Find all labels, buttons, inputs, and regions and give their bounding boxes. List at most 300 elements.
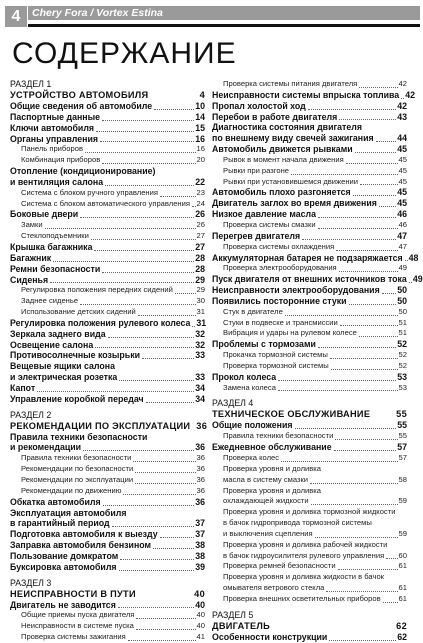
toc-entry: [10, 123, 205, 134]
toc-subentry: [212, 177, 407, 188]
toc-page-number: 40: [196, 610, 205, 620]
toc-entry: [10, 340, 205, 351]
dot-leader: [318, 217, 396, 218]
toc-entry-title: Багажник: [10, 252, 52, 263]
dot-leader: [379, 206, 396, 207]
dot-leader: [315, 537, 398, 538]
toc-entry-title: Обкатка автомобиля: [10, 496, 101, 507]
toc-entry: [10, 209, 205, 220]
toc-entry-title: Проверка ремней безопасности: [223, 561, 336, 571]
toc-entry-title: РАЗДЕЛ 4: [212, 398, 254, 409]
toc-page-number: 45: [397, 144, 407, 155]
toc-page-number: 51: [398, 317, 407, 327]
toc-page-number: 38: [195, 540, 205, 551]
toc-page-number: 28: [195, 263, 205, 274]
toc-entry-title: Ремни безопасности: [10, 263, 101, 274]
toc-subentry: [10, 307, 205, 318]
dot-leader: [278, 380, 396, 381]
toc-entry-title: Сиденья: [10, 274, 49, 285]
toc-entry-title: Заднее сиденье: [21, 296, 79, 306]
toc-subentry: [212, 328, 407, 339]
toc-column-left: [10, 79, 208, 643]
toc-subentry: [10, 296, 205, 307]
toc-entry-title: РАЗДЕЛ 5: [212, 609, 254, 620]
toc-entry-title: Боковые двери: [10, 209, 79, 220]
toc-page-number: 28: [195, 252, 205, 263]
toc-entry-title: Вещевые ящики салона: [10, 361, 115, 372]
dot-leader: [91, 239, 196, 240]
header-rule: [28, 24, 420, 27]
toc-entry-title: Проверка уровня и доливка: [223, 463, 321, 473]
toc-entry: [212, 187, 407, 198]
dot-leader: [108, 337, 195, 338]
toc-subentry: [212, 507, 407, 518]
toc-page-number: 40: [195, 599, 205, 610]
toc-entry-title: Проверка системы зажигания: [21, 632, 126, 642]
toc-entry: [10, 518, 205, 529]
toc-entry-title: Ключи автомобиля: [10, 122, 95, 133]
dot-leader: [383, 602, 398, 603]
toc-entry-continued: [10, 166, 205, 177]
toc-page-number: 52: [397, 339, 407, 350]
toc-entry-continued: [10, 432, 205, 443]
toc-page-number: 29: [195, 274, 205, 285]
toc-page-number: 48: [408, 252, 419, 263]
section-title: [212, 621, 407, 632]
dot-leader: [95, 347, 194, 348]
dot-leader: [405, 260, 408, 261]
dot-leader: [281, 461, 398, 462]
toc-subentry: [212, 307, 407, 318]
toc-entry: [10, 600, 205, 611]
toc-subentry: [10, 188, 205, 199]
toc-page-number: 36: [196, 464, 205, 474]
toc-page-number: 42: [397, 100, 407, 111]
toc-subentry: [10, 285, 205, 296]
toc-entry-title: Органы управления: [10, 133, 99, 144]
toc-entry: [212, 112, 407, 123]
dot-leader: [103, 505, 195, 506]
toc-entry-title: Управление коробкой передач: [10, 393, 144, 404]
dot-leader: [80, 217, 194, 218]
toc-page-number: 42: [398, 79, 407, 88]
dot-leader: [142, 358, 194, 359]
toc-entry-continued: [10, 361, 205, 372]
toc-page-number: 20: [196, 155, 205, 165]
toc-subentry: [212, 361, 407, 372]
dot-leader: [340, 325, 398, 326]
toc-page-number: 23: [196, 187, 205, 197]
toc-page-number: 14: [195, 111, 205, 122]
toc-entry: [212, 296, 407, 307]
dot-leader: [336, 250, 397, 251]
toc-entry-title: Проверка системы питания двигателя: [223, 79, 358, 88]
toc-subentry: [10, 632, 205, 643]
toc-page-number: 52: [398, 360, 407, 370]
toc-page-number: 30: [196, 296, 205, 306]
toc-entry: [212, 420, 407, 431]
toc-page-number: 55: [398, 431, 407, 441]
dot-leader: [318, 228, 398, 229]
toc-subentry: [212, 561, 407, 572]
section-label: [10, 79, 205, 90]
toc-entry-title: Проверка уровня и доливка жидкости в бачок: [223, 572, 384, 582]
toc-entry-title: Неисправности в системе пуска: [21, 621, 134, 631]
toc-page-number: 29: [196, 285, 205, 295]
toc-page-number: 34: [195, 393, 205, 404]
toc-page-number: 16: [196, 144, 205, 154]
dot-leader: [136, 629, 196, 630]
dot-leader: [339, 119, 396, 120]
dot-leader: [329, 640, 396, 641]
toc-subentry: [212, 155, 407, 166]
toc-entry-title: Рывки при установившемся движении: [223, 176, 359, 186]
toc-entry: [212, 252, 419, 264]
toc-entry: [10, 383, 205, 394]
toc-subentry: [212, 318, 407, 329]
toc-page-number: 44: [397, 133, 407, 144]
toc-page-number: 39: [195, 561, 205, 572]
toc-page-number: 61: [398, 561, 407, 571]
dot-leader: [360, 184, 398, 185]
toc-entry-title: по внешнему виду свечей зажигания: [212, 133, 374, 144]
toc-entry-title: Рывки при разгоне: [223, 165, 290, 175]
toc-subentry: [212, 594, 407, 605]
toc-entry-title: УСТРОЙСТВО АВТОМОБИЛЯ: [10, 90, 149, 100]
toc-entry: [212, 632, 407, 643]
toc-entry-title: Прокачка тормозной системы: [223, 350, 328, 360]
section-label: [212, 398, 407, 409]
toc-subentry: [212, 263, 407, 274]
toc-entry-title: Проверка колес: [223, 453, 280, 462]
toc-subentry: [10, 453, 205, 464]
dot-leader: [349, 304, 397, 305]
toc-entry: [10, 540, 205, 551]
toc-page-number: 42: [405, 89, 415, 100]
toc-entry: [212, 274, 423, 285]
toc-entry-title: Подготовка автомобиля к выезду: [10, 529, 158, 540]
dot-leader: [50, 282, 194, 283]
toc-entry: [212, 89, 415, 101]
toc-subentry: [10, 220, 205, 231]
toc-page-number: 46: [397, 209, 407, 220]
toc-page-number: 60: [398, 550, 407, 560]
toc-entry-title: Особенности конструкции: [212, 631, 328, 642]
toc-page-number: 55: [396, 409, 407, 420]
toc-page-number: 31: [196, 317, 207, 328]
toc-entry-continued: [212, 122, 407, 133]
toc-entry-title: Система с блоком автоматического управления: [21, 198, 190, 208]
toc-page-number: 45: [398, 176, 407, 186]
dot-leader: [339, 271, 398, 272]
toc-page-number: 46: [398, 219, 407, 229]
section-label: [212, 610, 407, 621]
dot-leader: [334, 450, 397, 451]
toc-entry: [10, 264, 205, 275]
dot-leader: [133, 461, 195, 462]
toc-entry-title: Заправка автомобиля бензином: [10, 540, 152, 551]
dot-leader: [102, 163, 195, 164]
toc-entry-title: Перебои в работе двигателя: [212, 111, 338, 122]
toc-entry-title: охлаждающей жидкости: [223, 496, 309, 506]
toc-entry-title: в бачок гидропривода тормозной системы: [223, 518, 372, 528]
toc-page-number: 50: [397, 295, 407, 306]
toc-entry-title: Зеркала заднего вида: [10, 328, 106, 339]
toc-page-number: 32: [195, 339, 205, 350]
dot-leader: [119, 380, 194, 381]
toc-page-number: 57: [397, 442, 407, 453]
toc-page-number: 49: [398, 263, 407, 273]
toc-entry-title: Стук в двигателе: [223, 306, 283, 316]
dot-leader: [331, 369, 398, 370]
toc-entry-title: Проверка системы охлаждения: [223, 241, 335, 251]
toc-page-number: 33: [195, 350, 205, 361]
dot-leader: [160, 196, 196, 197]
dot-leader: [100, 141, 194, 142]
toc-entry-title: Ежедневное обслуживание: [212, 442, 332, 453]
toc-subentry: [212, 220, 407, 231]
dot-leader: [175, 293, 196, 294]
toc-subentry: [10, 199, 205, 210]
toc-entry: [10, 551, 205, 562]
toc-entry-title: Правила техники безопасности: [21, 453, 132, 463]
toc-entry-title: Диагностика состояния двигателя: [212, 122, 362, 133]
toc-page-number: 50: [397, 285, 407, 296]
toc-page-number: 55: [397, 420, 407, 431]
dot-leader: [192, 326, 195, 327]
page-title: СОДЕРЖАНИЕ: [12, 37, 237, 70]
toc-page-number: 57: [398, 453, 407, 462]
toc-entry: [10, 112, 205, 123]
toc-entry-title: Проблемы с тормозами: [212, 339, 316, 350]
toc-entry-title: Рывок в момент начала движения: [223, 154, 344, 164]
toc-entry-title: Аккумуляторная батарея не подзаряжается: [212, 252, 403, 263]
toc-entry: [10, 497, 205, 508]
toc-entry-title: Автомобиль движется рывками: [212, 144, 353, 155]
toc-entry: [10, 529, 205, 540]
toc-entry: [10, 372, 205, 383]
toc-entry-title: Общие приемы пуска двигателя: [21, 610, 135, 620]
toc-entry: [212, 339, 407, 350]
dot-leader: [330, 358, 398, 359]
dot-leader: [346, 163, 398, 164]
toc-subentry: [212, 540, 407, 551]
toc-entry: [212, 101, 407, 112]
toc-entry-continued: [10, 508, 205, 519]
dot-leader: [146, 402, 195, 403]
toc-entry-title: и выключения сцепления: [223, 528, 313, 538]
toc-page-number: 36: [196, 475, 205, 484]
toc-entry-title: Эксплуатация автомобиля: [10, 507, 127, 518]
dot-leader: [359, 336, 398, 337]
dot-leader: [119, 570, 195, 571]
toc-entry-title: Рекомендации по безопасности: [21, 464, 134, 474]
toc-page-number: 45: [397, 187, 407, 198]
toc-entry: [212, 442, 407, 453]
toc-entry-title: Проверка электрооборудования: [223, 263, 337, 273]
dot-leader: [311, 504, 398, 505]
running-header-bar: [28, 6, 420, 20]
toc-entry-title: Капот: [10, 382, 36, 393]
toc-entry-title: Пропал холостой ход: [212, 100, 306, 111]
toc-entry-title: в бачок гидроусилителя рулевого управления: [223, 550, 385, 560]
toc-subentry: [212, 453, 407, 464]
dot-leader: [118, 607, 194, 608]
toc-subentry: [10, 144, 205, 155]
dot-leader: [308, 109, 397, 110]
toc-entry-title: Регулировка положения рулевого колеса: [10, 317, 191, 328]
toc-entry-title: Проверка уровня и доливка рабочей жидкости: [223, 539, 388, 549]
toc-entry-title: Комбинация приборов: [21, 155, 101, 165]
dot-leader: [136, 618, 195, 619]
toc-subentry: [212, 350, 407, 361]
toc-subentry: [10, 486, 205, 497]
toc-page-number: 27: [195, 241, 205, 252]
toc-entry: [10, 275, 205, 286]
toc-entry-title: Панель приборов: [21, 144, 83, 154]
toc-entry-title: масла в систему смазки: [223, 474, 309, 484]
toc-page-number: 40: [194, 588, 205, 599]
dot-leader: [135, 472, 195, 473]
toc-page-number: 49: [412, 274, 423, 285]
dot-leader: [123, 494, 195, 495]
toc-subentry: [212, 572, 407, 583]
toc-entry: [212, 144, 407, 155]
toc-page-number: 41: [196, 632, 205, 642]
toc-entry-title: Неисправности электрооборудования: [212, 285, 380, 296]
toc-entry-title: Неисправности системы впрыска топлива: [212, 89, 400, 100]
toc-page-number: 45: [397, 198, 407, 209]
toc-page-number: 45: [398, 154, 407, 164]
toc-page-number: 16: [195, 133, 205, 144]
toc-page-number: 36: [196, 420, 208, 431]
toc-entry-title: Рекомендации по движению: [21, 485, 122, 495]
toc-subentry: [10, 464, 205, 475]
dot-leader: [154, 109, 194, 110]
toc-entry-title: Отопление (кондиционирование): [10, 166, 156, 177]
dot-leader: [85, 152, 196, 153]
toc-page-number: 40: [196, 621, 205, 631]
dot-leader: [105, 185, 194, 186]
toc-entry-title: РЕКОМЕНДАЦИИ ПО ЭКСПЛУАТАЦИИ: [10, 420, 191, 431]
toc-entry-title: Прокол колеса: [212, 371, 277, 382]
dot-leader: [160, 537, 195, 538]
toc-page-number: 36: [196, 453, 205, 463]
toc-subentry: [212, 242, 407, 253]
toc-subentry: [10, 621, 205, 632]
dot-leader: [96, 131, 194, 132]
toc-page-number: 53: [397, 371, 407, 382]
toc-subentry: [10, 231, 205, 242]
toc-subentry: [212, 551, 407, 562]
toc-entry: [10, 253, 205, 264]
toc-page-number: 26: [196, 220, 205, 230]
toc-page-number: 36: [195, 442, 205, 453]
toc-page-number: 62: [396, 620, 407, 631]
dot-leader: [353, 195, 397, 196]
toc-subentry: [212, 518, 407, 529]
dot-leader: [138, 315, 196, 316]
toc-entry: [212, 198, 407, 209]
toc-entry: [10, 177, 205, 188]
toc-entry-title: Освещение салона: [10, 339, 94, 350]
toc-page-number: 59: [398, 528, 407, 538]
toc-page-number: 15: [195, 122, 205, 133]
toc-entry-title: Замки: [21, 220, 43, 230]
toc-entry: [10, 329, 205, 340]
dot-leader: [192, 206, 196, 207]
page-number: 4: [5, 6, 27, 27]
toc-entry-title: Двигатель не заводится: [10, 599, 116, 610]
dot-leader: [401, 98, 404, 99]
toc-page-number: 26: [195, 209, 205, 220]
toc-subentry: [212, 486, 407, 497]
toc-page-number: 50: [398, 306, 407, 316]
toc-entry-title: Правила техники безопасности: [10, 431, 148, 442]
toc-entry-title: Крышка багажника: [10, 241, 93, 252]
toc-subentry: [10, 155, 205, 166]
toc-page-number: 22: [195, 176, 205, 187]
toc-page-number: 51: [398, 328, 407, 338]
toc-entry-title: Проверка системы смазки: [223, 219, 316, 229]
dot-leader: [285, 315, 398, 316]
toc-entry-title: в гарантийный период: [10, 518, 110, 529]
toc-page-number: 43: [397, 111, 407, 122]
dot-leader: [302, 239, 396, 240]
toc-page-number: 36: [195, 496, 205, 507]
toc-entry-title: Буксировка автомобиля: [10, 561, 117, 572]
toc-entry-title: Автомобиль плохо разгоняется: [212, 187, 351, 198]
toc-entry-title: РАЗДЕЛ 3: [10, 577, 52, 588]
toc-entry-title: Перегрев двигателя: [212, 230, 301, 241]
dot-leader: [128, 640, 196, 641]
toc-entry-title: и рекомендации: [10, 442, 82, 453]
toc-subentry: [212, 383, 407, 394]
toc-subentry: [10, 610, 205, 621]
toc-entry-title: Стуки в подвеске и трансмиссии: [223, 317, 338, 327]
dot-leader: [102, 272, 194, 273]
dot-leader: [80, 304, 195, 305]
toc-entry: [10, 442, 205, 453]
toc-entry: [10, 242, 205, 253]
toc-subentry: [212, 529, 407, 540]
toc-entry: [10, 350, 205, 361]
toc-entry: [10, 101, 205, 112]
dot-leader: [409, 282, 412, 283]
dot-leader: [37, 391, 194, 392]
toc-entry-title: РАЗДЕЛ 1: [10, 79, 52, 89]
toc-entry: [212, 133, 407, 144]
section-title: [10, 90, 205, 101]
toc-entry: [10, 318, 205, 329]
toc-page-number: 61: [398, 593, 407, 603]
toc-subentry: [10, 475, 205, 486]
toc-entry-title: Проверка тормозной системы: [223, 360, 329, 370]
dot-leader: [102, 120, 194, 121]
toc-entry-title: Проверка внешних осветительных приборов: [223, 593, 381, 603]
toc-page-number: 10: [195, 101, 205, 111]
toc-entry-title: НЕИСПРАВНОСТИ В ПУТИ: [10, 588, 136, 599]
toc-entry-title: Паспортные данные: [10, 111, 101, 122]
dot-leader: [386, 558, 397, 559]
toc-page-number: 33: [195, 372, 205, 383]
toc-page-number: 31: [196, 307, 205, 317]
toc-entry-title: Пользование домкратом: [10, 550, 119, 561]
toc-page-number: 58: [398, 474, 407, 484]
toc-entry-title: Противосолнечные козырьки: [10, 350, 141, 361]
toc-entry-title: Появились посторонние стуки: [212, 295, 347, 306]
dot-leader: [291, 174, 398, 175]
